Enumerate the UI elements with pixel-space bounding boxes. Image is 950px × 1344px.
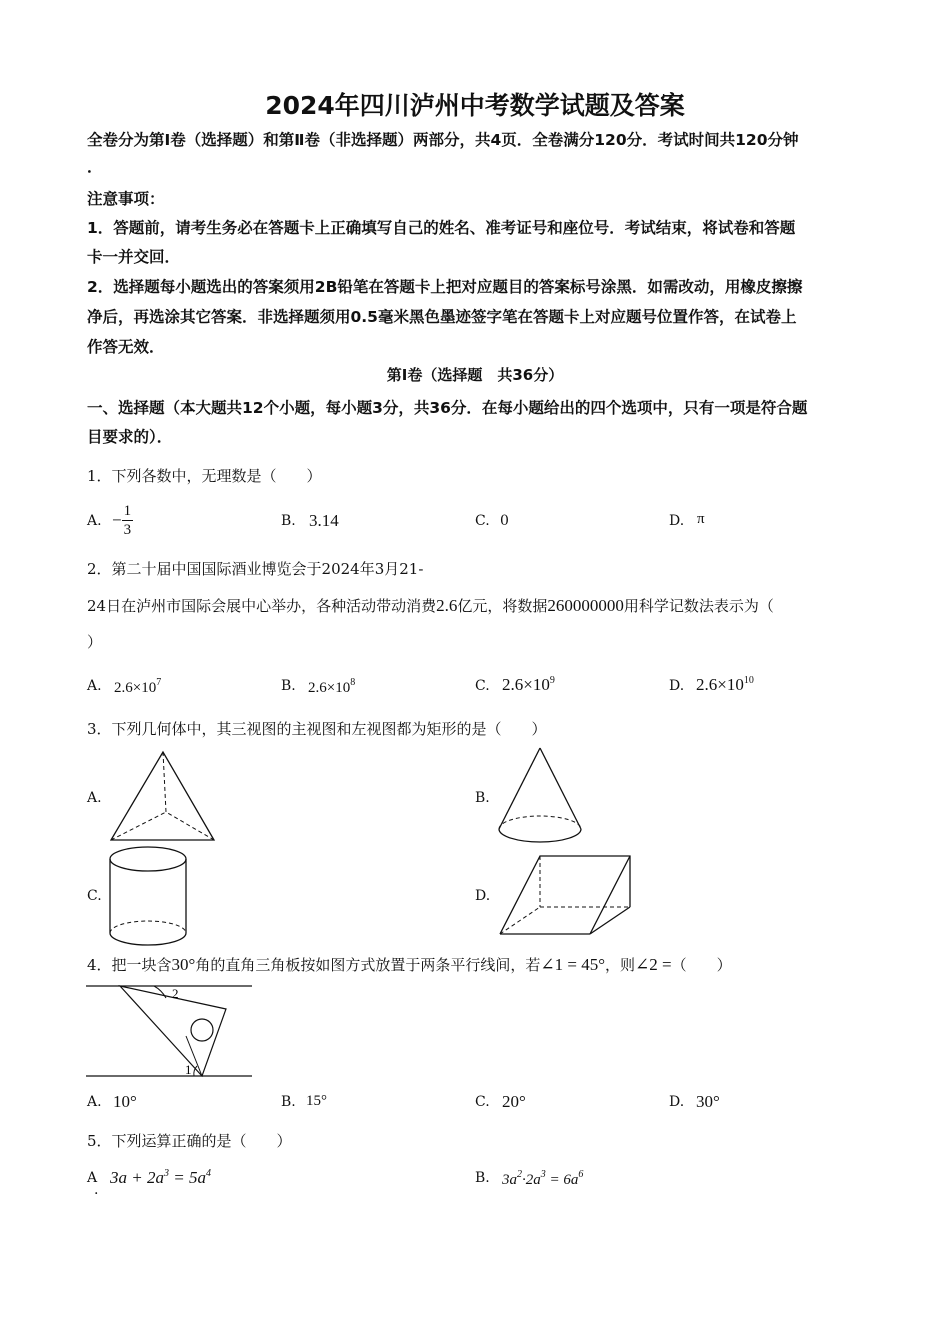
cone-figure xyxy=(496,746,586,846)
question-2: 2．第二十届中国国际酒业博览会于2024年3月21- xyxy=(87,560,424,578)
triangular-pyramid-figure xyxy=(108,750,218,842)
expr: 3a + 2a xyxy=(110,1168,164,1187)
q2-option-c xyxy=(502,675,555,695)
oblique-prism-figure xyxy=(498,852,633,938)
q4-text: 角的直角三角板按如图方式放置于两条平行线间，若 xyxy=(195,956,541,974)
q2-option-c-label: C. xyxy=(475,678,490,694)
note-1: 1．答题前，请考生务必在答题卡上正确填写自己的姓名、准考证号和座位号．考试结束，将试卷和答题 xyxy=(87,219,796,237)
notice-heading: 注意事项： xyxy=(87,190,165,208)
question-1: 1．下列各数中，无理数是（ ） xyxy=(87,467,322,485)
exponent: 4 xyxy=(205,1168,211,1179)
base: 2.6×10 xyxy=(696,675,744,694)
q4-condition: ∠1 = 45° xyxy=(540,955,606,974)
exponent: 7 xyxy=(156,677,162,688)
q2-option-b-label: B. xyxy=(281,678,296,694)
note-2: 2．选择题每小题选出的答案须用2B铅笔在答题卡上把对应题目的答案标号涂黑．如需改动，用橡皮擦擦 xyxy=(87,278,803,296)
q2-value: 2.6 xyxy=(436,596,458,615)
note-2-cont: 净后，再选涂其它答案．非选择题须用0.5毫米黑色墨迹签字笔在答题卡上对应题号位置作答，在试卷上 xyxy=(87,308,797,326)
q3-option-d-label: D. xyxy=(475,888,491,904)
q2-text: 亿元，将数据 xyxy=(457,597,548,615)
q4-option-b-label: B. xyxy=(281,1094,296,1110)
intro-line-end: ． xyxy=(87,158,103,176)
q4-option-c: 20° xyxy=(502,1092,526,1111)
section-instructions: 一、选择题（本大题共12个小题，每小题3分，共36分．在每小题给出的四个选项中，只有一项是符合题 xyxy=(87,399,808,417)
q1-option-c: 0 xyxy=(500,513,509,529)
q4-option-d-label: D. xyxy=(669,1094,685,1110)
q4-text: （ ） xyxy=(671,956,732,974)
exponent: 10 xyxy=(743,675,754,686)
q3-option-a-label: A. xyxy=(87,790,102,806)
q4-text: 4．把一块含 xyxy=(87,956,172,974)
question-2-cont xyxy=(87,595,774,616)
q1-option-d-label: D. xyxy=(669,513,685,529)
exponent: 6 xyxy=(578,1169,584,1180)
exponent: 8 xyxy=(350,677,356,688)
fraction xyxy=(122,502,134,539)
note-1-cont: 卡一并交回． xyxy=(87,248,181,266)
question-4 xyxy=(87,954,732,975)
q2-option-a-label: A. xyxy=(87,678,102,694)
q5-option-b-label: B. xyxy=(475,1170,490,1186)
q4-option-a: 10° xyxy=(113,1092,137,1111)
q2-option-d xyxy=(696,675,754,695)
q5-option-a xyxy=(110,1168,211,1188)
q1-option-b: 3.14 xyxy=(309,511,339,530)
q5-option-a-dot: . xyxy=(94,1182,99,1198)
base: 2.6×10 xyxy=(114,680,157,696)
q4-option-a-label: A. xyxy=(87,1094,102,1110)
exponent: 3 xyxy=(163,1168,169,1179)
expr: ·2a xyxy=(522,1172,541,1188)
q2-number: 260000000 xyxy=(547,596,624,615)
angle-1-label: 1 xyxy=(185,1062,192,1077)
expr: = 5a xyxy=(168,1168,206,1187)
question-3: 3．下列几何体中，其三视图的主视图和左视图都为矩形的是（ ） xyxy=(87,720,547,738)
q5-option-b xyxy=(502,1169,583,1189)
q4-unknown: ∠2 = xyxy=(635,955,672,974)
q1-option-c-label: C. xyxy=(475,513,490,529)
q1-option-d: π xyxy=(697,511,705,527)
q1-option-b-label: B. xyxy=(281,513,296,529)
q2-option-b xyxy=(308,677,355,697)
q4-option-c-label: C. xyxy=(475,1094,490,1110)
numerator: 1 xyxy=(123,503,132,519)
q5-option-a-label: A xyxy=(87,1170,98,1186)
angle-2-label: 2 xyxy=(172,986,179,1001)
page-title: 2024年四川泸州中考数学试题及答案 xyxy=(265,91,685,120)
q1-option-a-label: A. xyxy=(87,513,102,529)
section-instructions-cont: 目要求的）． xyxy=(87,428,173,446)
base: 2.6×10 xyxy=(308,680,351,696)
cylinder-figure xyxy=(108,845,190,949)
q2-option-a xyxy=(114,677,161,697)
q4-option-b: 15° xyxy=(306,1093,327,1109)
expr: = 6a xyxy=(545,1172,579,1188)
minus-sign: − xyxy=(112,510,122,530)
base: 2.6×10 xyxy=(502,675,550,694)
question-5: 5．下列运算正确的是（ ） xyxy=(87,1132,292,1150)
q2-text: 用科学记数法表示为（ xyxy=(623,597,774,615)
exponent: 2 xyxy=(517,1169,522,1180)
exponent: 9 xyxy=(549,675,555,686)
q3-option-b-label: B. xyxy=(475,790,490,806)
q4-option-d: 30° xyxy=(696,1092,720,1111)
intro-line: 全卷分为第Ⅰ卷（选择题）和第Ⅱ卷（非选择题）两部分，共4页．全卷满分120分．考试时间共120分钟 xyxy=(87,131,799,149)
q4-text: ，则 xyxy=(605,956,636,974)
q2-text: 24日在泸州市国际会展中心举办，各种活动带动消费 xyxy=(87,597,437,615)
section-heading: 第Ⅰ卷（选择题 共36分） xyxy=(386,366,564,384)
note-2-end: 作答无效． xyxy=(87,338,165,356)
q1-option-a xyxy=(112,502,133,539)
denominator: 3 xyxy=(123,522,132,538)
expr: 3a xyxy=(502,1172,517,1188)
q4-angle: 30° xyxy=(171,955,196,974)
q2-option-d-label: D. xyxy=(669,678,685,694)
parallel-lines-triangle-figure xyxy=(86,980,256,1084)
question-2-end: ） xyxy=(87,633,103,651)
exponent: 3 xyxy=(540,1169,546,1180)
q3-option-c-label: C. xyxy=(87,888,102,904)
